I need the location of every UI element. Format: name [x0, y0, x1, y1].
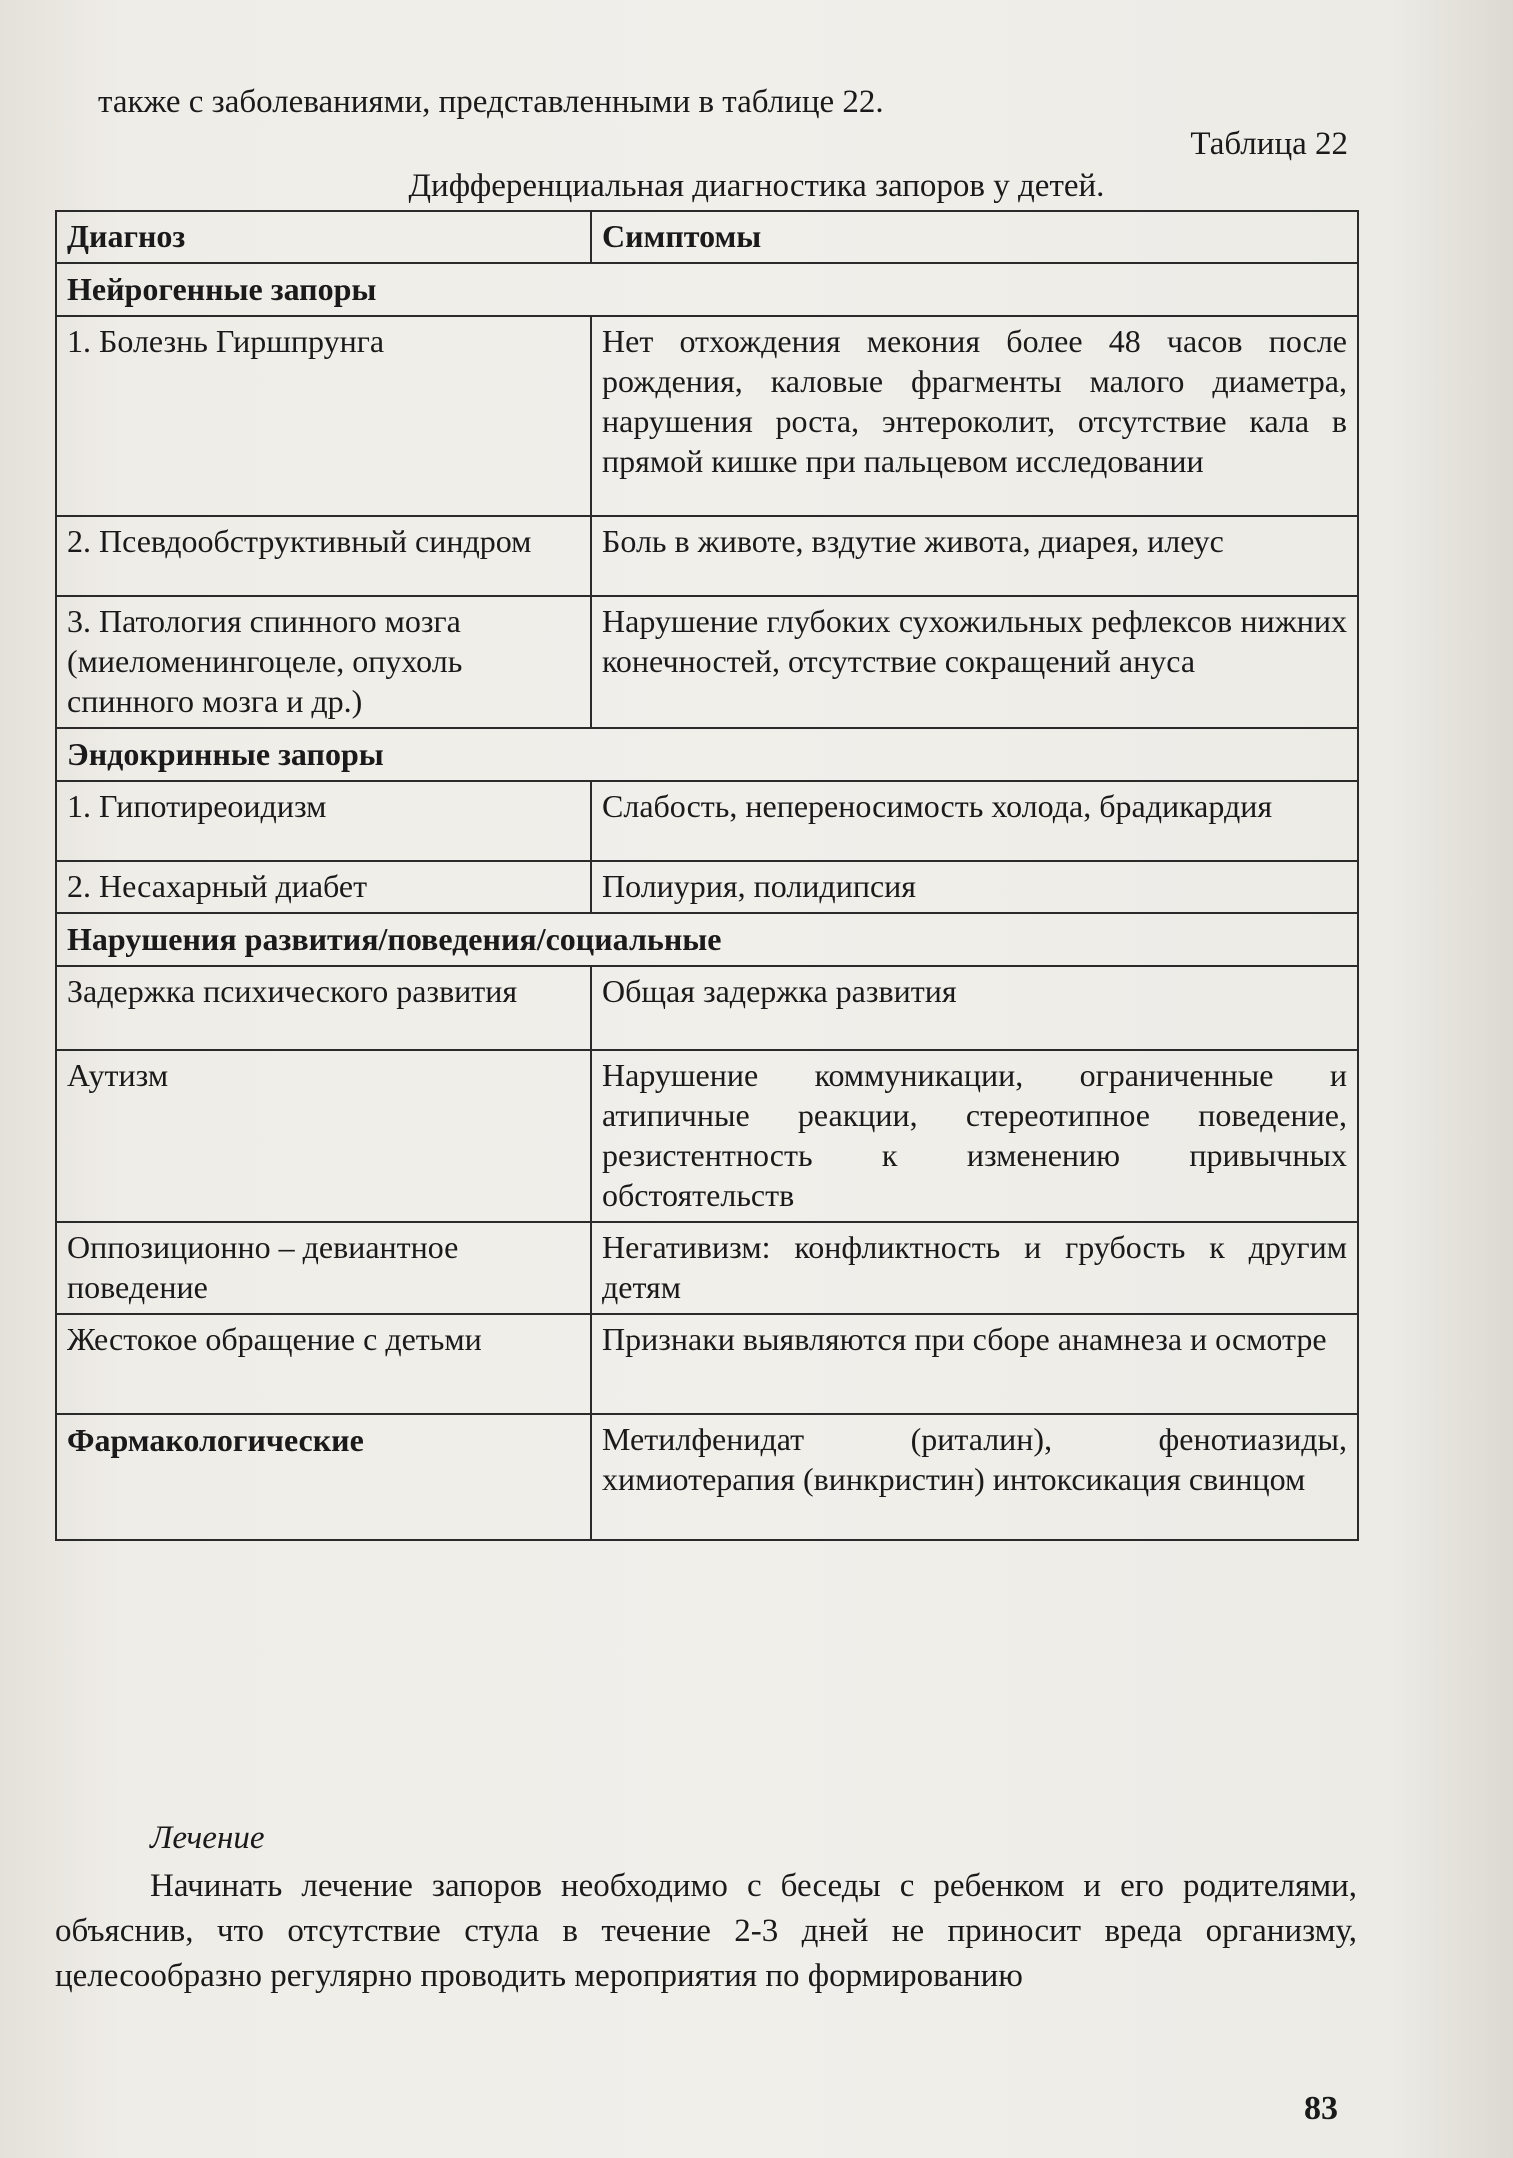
- page-number: 83: [1304, 2090, 1338, 2127]
- symptoms-cell: Полиурия, полидипсия: [591, 861, 1358, 913]
- table-row: [56, 1222, 1358, 1314]
- differential-diagnosis-table: [55, 210, 1359, 1541]
- table-label: Таблица 22: [1190, 126, 1348, 162]
- symptoms-cell: Нет отхождения мекония более 48 часов после рождения, каловые фрагменты малого диаметра, нарушения роста, энтероколит, отсутствие кала в прямой кишке при пальцевом исследовании: [591, 316, 1358, 516]
- group-row: [56, 913, 1358, 966]
- diagnosis-cell: 1. Болезнь Гиршпрунга: [56, 316, 591, 516]
- diagnosis-cell: Фармакологические: [56, 1414, 591, 1540]
- table-row: [56, 596, 1358, 728]
- diagnosis-cell: Жестокое обращение с детьми: [56, 1314, 591, 1414]
- section-subheading: Лечение: [150, 1820, 265, 1856]
- table-row: [56, 316, 1358, 516]
- diagnosis-cell: Аутизм: [56, 1050, 591, 1222]
- diagnosis-cell: 2. Несахарный диабет: [56, 861, 591, 913]
- symptoms-cell: Негативизм: конфликтность и грубость к другим детям: [591, 1222, 1358, 1314]
- symptoms-cell: Боль в животе, вздутие живота, диарея, илеус: [591, 516, 1358, 596]
- body-paragraph: Начинать лечение запоров необходимо с беседы с ребенком и его родителями, объяснив, что отсутствие стула в течение 2-3 дней не приносит вреда организму, целесообразно регулярно проводить мероприятия по формированию: [55, 1868, 1357, 1994]
- diagnosis-cell: 2. Псевдообструктивный синдром: [56, 516, 591, 596]
- diagnosis-cell: Задержка психического развития: [56, 966, 591, 1050]
- diagnosis-cell: Оппозиционно – девиантное поведение: [56, 1222, 591, 1314]
- symptoms-cell: Общая задержка развития: [591, 966, 1358, 1050]
- symptoms-cell: Признаки выявляются при сборе анамнеза и осмотре: [591, 1314, 1358, 1414]
- table-caption: Дифференциальная диагностика запоров у детей.: [408, 168, 1105, 204]
- group-label: Эндокринные запоры: [56, 728, 1358, 781]
- symptoms-cell: Нарушение коммуникации, ограниченные и атипичные реакции, стереотипное поведение, резистентность к изменению привычных обстоятельств: [591, 1050, 1358, 1222]
- table-row: [56, 966, 1358, 1050]
- table-row: [56, 1414, 1358, 1540]
- symptoms-cell: Метилфенидат (риталин), фенотиазиды, химиотерапия (винкристин) интоксикация свинцом: [591, 1414, 1358, 1540]
- group-label: Нарушения развития/поведения/социальные: [56, 913, 1358, 966]
- intro-text: также с заболеваниями, представленными в таблице 22.: [98, 84, 884, 120]
- table-row: [56, 781, 1358, 861]
- group-row: [56, 263, 1358, 316]
- table-header-row: [56, 211, 1358, 263]
- table-row: [56, 516, 1358, 596]
- group-label: Нейрогенные запоры: [56, 263, 1358, 316]
- diagnosis-cell: 1. Гипотиреоидизм: [56, 781, 591, 861]
- group-row: [56, 728, 1358, 781]
- header-symptoms: Симптомы: [591, 211, 1358, 263]
- table-row: [56, 861, 1358, 913]
- symptoms-cell: Слабость, непереносимость холода, брадикардия: [591, 781, 1358, 861]
- table-row: [56, 1050, 1358, 1222]
- table-row: [56, 1314, 1358, 1414]
- symptoms-cell: Нарушение глубоких сухожильных рефлексов нижних конечностей, отсутствие сокращений ануса: [591, 596, 1358, 728]
- header-diagnosis: Диагноз: [56, 211, 591, 263]
- diagnosis-cell: 3. Патология спинного мозга (миеломенингоцеле, опухоль спинного мозга и др.): [56, 596, 591, 728]
